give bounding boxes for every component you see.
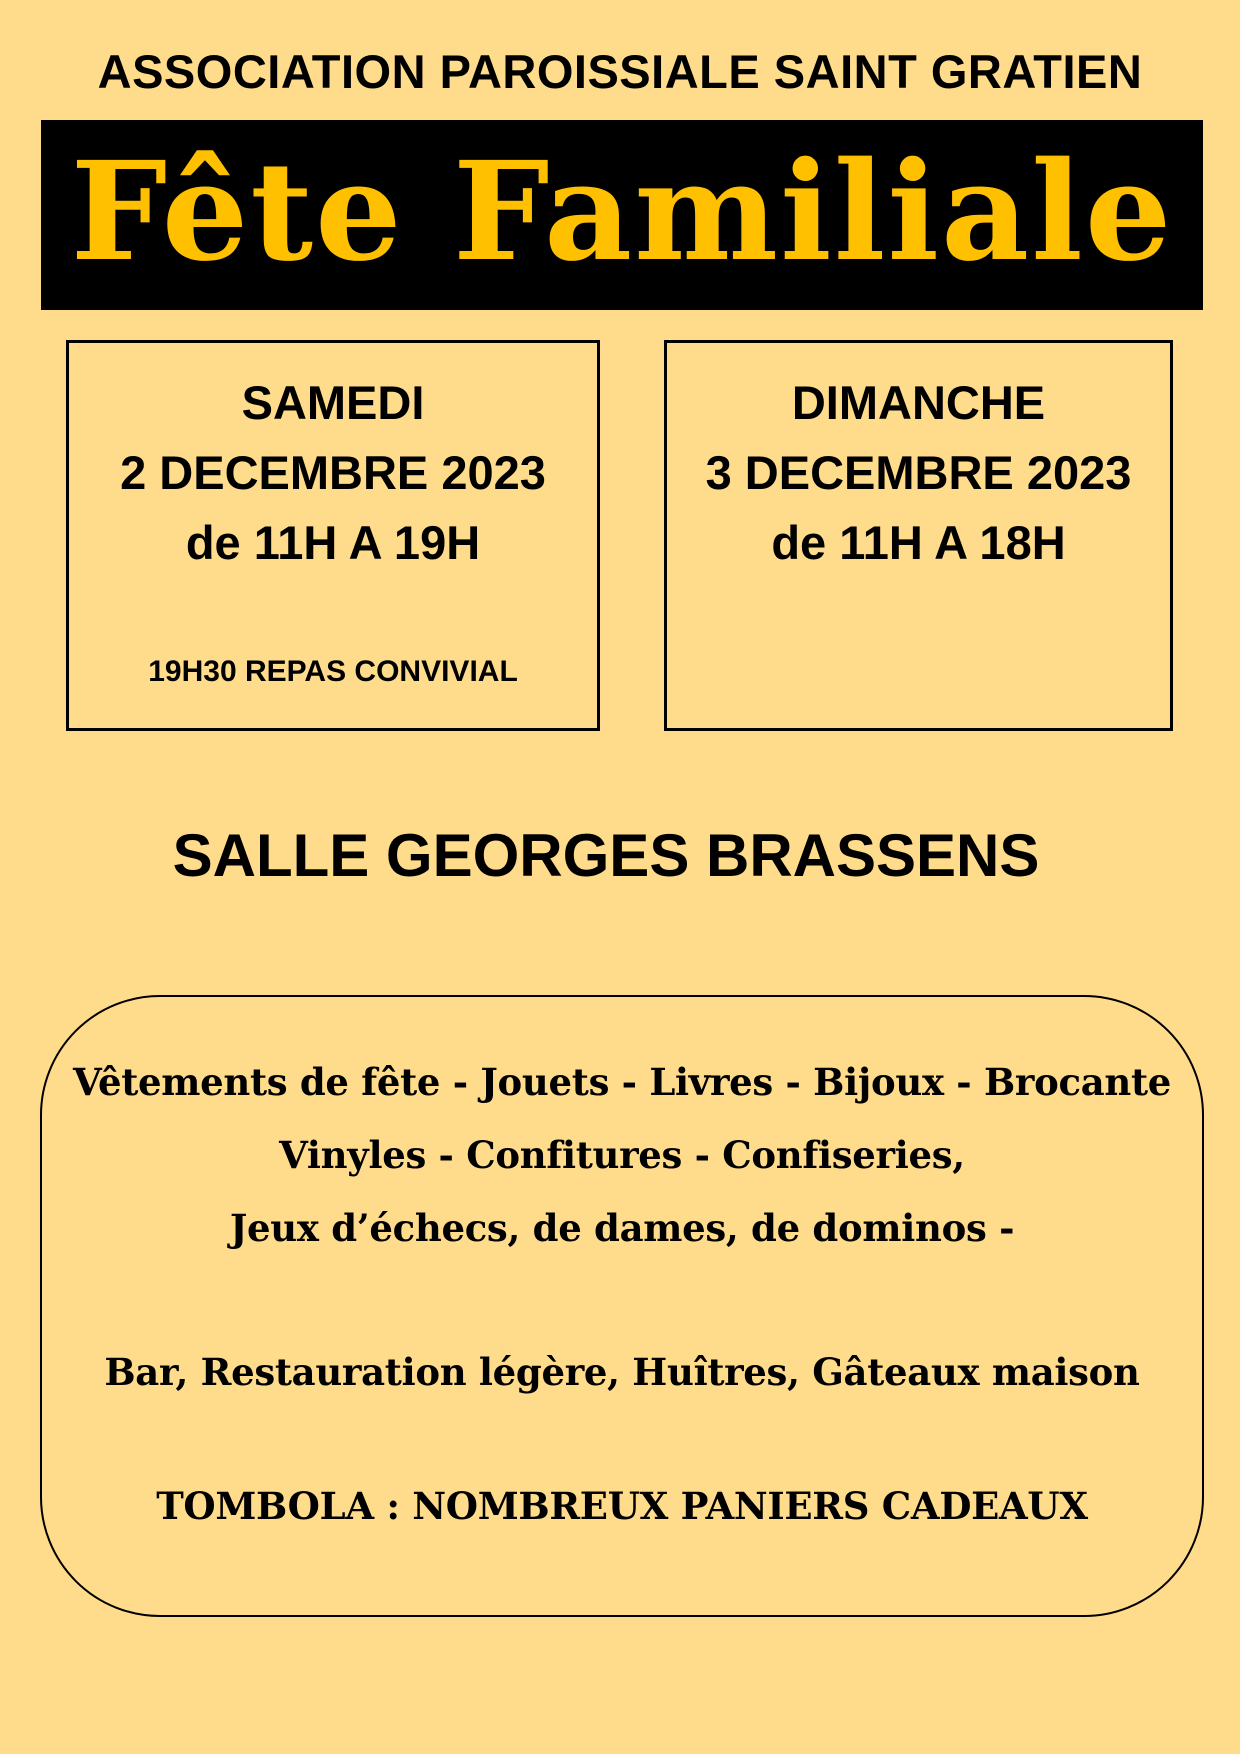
offerings-line-2: Vinyles - Confitures - Confiseries,: [279, 1133, 965, 1177]
saturday-dinner-note: 19H30 REPAS CONVIVIAL: [148, 655, 518, 688]
saturday-day: SAMEDI: [241, 376, 425, 429]
offerings-line-3: Jeux d’échecs, de dames, de dominos -: [229, 1206, 1015, 1250]
sunday-date: 3 DECEMBRE 2023: [705, 446, 1132, 499]
sunday-hours: de 11H A 18H: [771, 516, 1066, 569]
saturday-hours: de 11H A 19H: [185, 516, 481, 569]
saturday-date: 2 DECEMBRE 2023: [120, 446, 546, 499]
refreshments-line: Bar, Restauration légère, Huîtres, Gâteaux maison: [104, 1350, 1140, 1394]
event-title-banner: [41, 120, 1203, 310]
offerings-line-1: Vêtements de fête - Jouets - Livres - Bijoux - Brocante: [72, 1060, 1172, 1104]
tombola-line: TOMBOLA : NOMBREUX PANIERS CADEAUX: [156, 1484, 1088, 1528]
venue-name: SALLE GEORGES BRASSENS: [172, 822, 1040, 889]
organization-title: ASSOCIATION PAROISSIALE SAINT GRATIEN: [97, 45, 1143, 98]
saturday-date-box: [66, 340, 600, 731]
event-title: Fête Familiale: [70, 132, 1174, 292]
sunday-date-box: [664, 340, 1173, 731]
offerings-box: [40, 995, 1204, 1617]
sunday-day: DIMANCHE: [791, 376, 1046, 429]
